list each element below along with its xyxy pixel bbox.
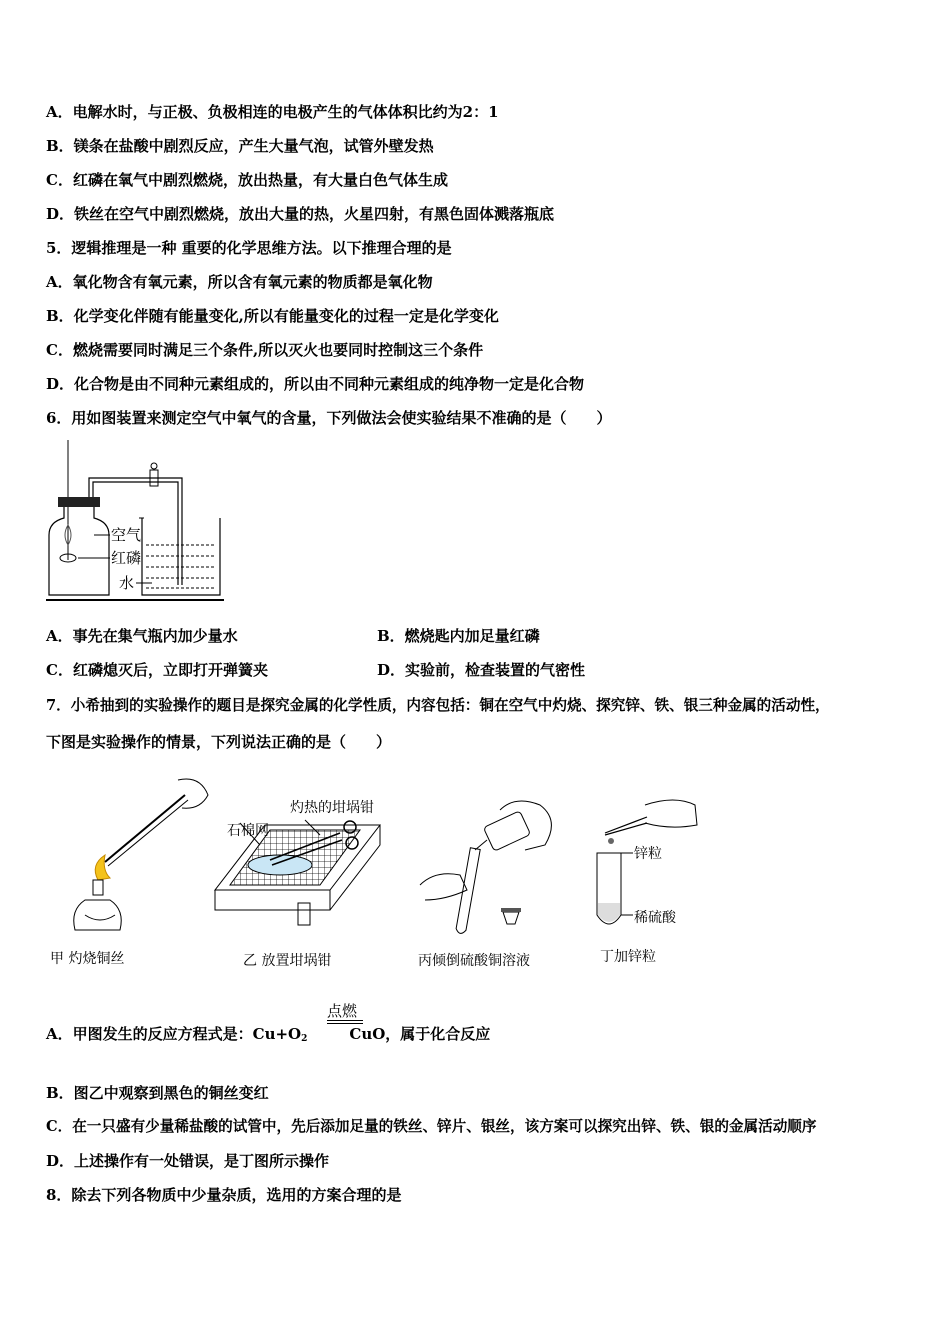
label-red-phosphorus: 红磷: [111, 549, 142, 567]
q5-option-d: D．化合物是由不同种元素组成的，所以由不同种元素组成的纯净物一定是化合物: [46, 375, 585, 393]
figure-jia-burning-copper-wire: [60, 770, 220, 940]
q5-option-a: A．氧化物含有氧元素，所以含有氧元素的物质都是氧化物: [46, 273, 433, 291]
equation-line-bottom: [327, 1023, 363, 1024]
q6-stem: 6．用如图装置来测定空气中氧气的含量，下列做法会使实验结果不准确的是（ ）: [46, 409, 612, 427]
figure-bing-pouring-solution: [415, 790, 565, 940]
q7-stem-line1: 7．小希抽到的实验操作的题目是探究金属的化学性质，内容包括：铜在空气中灼烧、探究锌、铁、银三种金属的活动性，: [46, 697, 830, 714]
caption-jia: 甲 灼烧铜丝: [50, 951, 125, 967]
q7-option-a-product: CuO，属于化合反应: [349, 1025, 491, 1043]
label-dilute-sulfuric-acid: 稀硫酸: [634, 910, 676, 926]
q6-option-d: D．实验前，检查装置的气密性: [377, 661, 586, 679]
q4-option-c: C．红磷在氧气中剧烈燃烧，放出热量，有大量白色气体生成: [46, 171, 448, 189]
q7-option-b: B．图乙中观察到黑色的铜丝变红: [46, 1084, 269, 1102]
label-hot-tongs: 灼热的坩埚钳: [290, 800, 374, 816]
label-zinc: 锌粒: [634, 846, 662, 862]
caption-yi: 乙 放置坩埚钳: [243, 953, 332, 969]
q5-option-c: C．燃烧需要同时满足三个条件,所以灭火也要同时控制这三个条件: [46, 341, 484, 359]
q7-option-a: [46, 1024, 490, 1049]
q4-option-b: B．镁条在盐酸中剧烈反应，产生大量气泡，试管外壁发热: [46, 137, 434, 155]
equation-line-top: [327, 1020, 363, 1021]
q5-option-b: B．化学变化伴随有能量变化,所以有能量变化的过程一定是化学变化: [46, 307, 499, 325]
label-water: 水: [119, 574, 135, 592]
caption-ding: 丁加锌粒: [600, 949, 656, 965]
q6-option-b: B．燃烧匙内加足量红磷: [377, 627, 540, 645]
q5-stem: 5．逻辑推理是一种 重要的化学思维方法。以下推理合理的是: [46, 239, 452, 257]
label-air: 空气: [111, 526, 142, 544]
q7-option-a-subscript: 2: [301, 1034, 308, 1044]
reaction-condition: 点燃: [327, 1002, 358, 1020]
label-gauze: 石棉网: [227, 823, 269, 839]
q7-option-c: C．在一只盛有少量稀盐酸的试管中，先后添加足量的铁丝、锌片、银丝，该方案可以探究出锌、铁、银的金属活动顺序: [46, 1118, 817, 1135]
q7-option-d: D．上述操作有一处错误，是丁图所示操作: [46, 1152, 330, 1170]
q7-option-a-prefix: A．甲图发生的反应方程式是：Cu+O: [46, 1025, 302, 1043]
q4-option-a: A．电解水时，与正极、负极相连的电极产生的气体体积比约为2：1: [46, 103, 499, 121]
q6-option-c: C．红磷熄灭后，立即打开弹簧夹: [46, 661, 268, 679]
q6-apparatus-figure: [44, 440, 229, 605]
q7-stem-line2: 下图是实验操作的情景，下列说法正确的是（ ）: [46, 733, 392, 751]
q6-option-a: A．事先在集气瓶内加少量水: [46, 627, 238, 645]
q4-option-d: D．铁丝在空气中剧烈燃烧，放出大量的热，火星四射，有黑色固体溅落瓶底: [46, 205, 555, 223]
caption-bing: 丙倾倒硫酸铜溶液: [418, 953, 530, 969]
q8-stem: 8．除去下列各物质中少量杂质，选用的方案合理的是: [46, 1186, 402, 1204]
